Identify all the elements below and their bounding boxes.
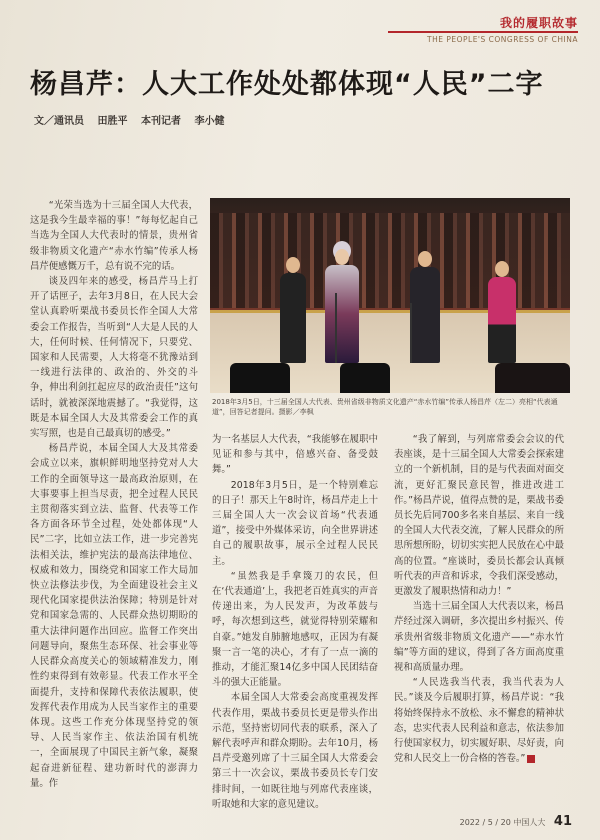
byline-author-1: 田胜平 <box>97 116 128 127</box>
paragraph: 谈及四年来的感受，杨昌芹马上打开了话匣子，去年3月8日，在人民大会堂认真聆听栗战书委员长作全国人大常委会工作报告，当听到“人大是人民的人大，任何时候、任何情况下，只要党、国家和人民需要，人大将毫不犹豫站到一线进行法律的、政治的、外交的斗争，伸出利剑扛起应尽的政治责任”这句话时，就被深深地震撼了。“我觉得，这既是本届全国人大及其常委会工作的真实写照，也是自己最真切的感受。” <box>30 276 198 440</box>
magazine-name: 中国人大 <box>513 818 546 827</box>
photo-microphone <box>335 293 337 363</box>
article-photo <box>210 198 570 393</box>
article-title: 杨昌芹：人大工作处处都体现“人民”二字 <box>30 69 544 100</box>
paragraph: 2018年3月5日，是一个特别难忘的日子！那天上午8时许，杨昌芹走上十三届全国人大一次会议首场“代表通道”，接受中外媒体采访，向全世界讲述自己的履职故事，展示全过程人民民主。 <box>212 479 378 567</box>
byline-role-2: 本刊记者 <box>140 116 181 127</box>
photo-person-featured <box>325 265 359 363</box>
paragraph: “我了解到，与列席常委会会议的代表座谈，是十三届全国人大常委会探索建立的一个新机制，目的是与代表面对面交流，更好汇聚民意民智，推进改进工作。”杨昌芹说，值得点赞的是，栗战书委员长先后同700多名来自基层、来自一线的全国人大代表交流，了解人民群众的所思所想所盼，切切实实把人民放在心中最高的位置。“座谈时，委员长都会认真倾听代表的声音和诉求，令我们深受感动，更激发了履职热情和动力！” <box>394 434 564 598</box>
byline <box>34 112 234 127</box>
issue-date: 2022 / 5 / 20 <box>459 818 511 827</box>
paragraph: 当选十三届全国人大代表以来，杨昌芹经过深入调研，多次提出乡村振兴、传承贵州省级非物质文化遗产——“赤水竹编”等方面的建议，得到了各方面高度重视和高质量办理。 <box>394 601 564 674</box>
photo-person <box>280 273 306 363</box>
byline-prefix: 文／通讯员 <box>34 116 84 127</box>
photo-caption: 2018年3月5日，十三届全国人大代表、贵州省级非物质文化遗产“赤水竹编”传承人杨昌芹（左二）亮相“代表通道”，回答记者提问。摄影／李枫 <box>212 398 558 416</box>
text-column-1 <box>30 198 198 791</box>
photo-camera <box>340 363 390 393</box>
paragraph: “虽然我是手拿篾刀的农民，但在‘代表通道’上，我把老百姓真实的声音传递出来，为人民发声，为改革鼓与呼，每次想到这些，就觉得特别荣耀和自豪。”她发自肺腑地感叹，正因为有凝聚一言一笔的决心，才有了一点一滴的推动，才能汇聚14亿多中国人民团结奋斗的强大正能量。 <box>212 570 378 689</box>
text-column-2 <box>212 432 378 812</box>
paragraph: 本届全国人大常委会高度重视发挥代表作用，栗战书委员长更是带头作出示范，坚持密切同代表的联系，深入了解代表呼声和群众期盼。去年10月，杨昌芹受邀列席了十三届全国人大常委会第三十一次会议，栗战书委员长专门安排时间，一如既往地与列席代表座谈，听取她和大家的意见建议。 <box>212 692 378 810</box>
byline-author-2: 李小健 <box>194 116 225 127</box>
text-column-3 <box>394 432 564 766</box>
paragraph: “光荣当选为十三届全国人大代表，这是我今生最幸福的事！”每每忆起自己当选为全国人大代表时的情景，贵州省级非物质文化遗产“赤水竹编”传承人杨昌芹便感慨万千，总有说不完的话。 <box>30 200 198 272</box>
section-tag <box>388 14 578 48</box>
photo-person <box>488 277 516 363</box>
paragraph: 为一名基层人大代表，“我能够在履职中见证和参与其中，倍感兴奋、备受鼓舞。” <box>212 434 378 476</box>
paragraph: 杨昌芹说，本届全国人大及其常委会成立以来，旗帜鲜明地坚持党对人大工作的全面领导这一最高政治原则，在大事要事上担当尽责，把全过程人民民主贯彻落实到立法、监督、代表等工作各方面各环节全过程，处处都体现“人民”二字，比如立法工作，进一步完善宪法相关法，维护宪法的最高法律地位、权威和效力，围绕党和国家工作大局加快立法修法步伐，为全面建设社会主义现代化国家提供法治保障；特别是针对党和国家急需的、人民群众热切期盼的重大法律问题作出回应。监督工作突出问题导向，聚焦生态环保、社会事业等人民群众高度关心的领域精准发力，刚性约束得到有效彰显。代表工作水平全面提升，支持和保障代表依法履职，使发挥代表作用成为人民当家作主的重要体现。这些工作充分体现坚持党的领导、人民当家作主、依法治国有机统一，全面展现了中国民主新气象，凝聚起奋进新征程、建功新时代的澎湃力量。作 <box>30 443 198 789</box>
section-rule <box>388 31 578 33</box>
paragraph-final <box>394 675 564 766</box>
section-subtitle: THE PEOPLE'S CONGRESS OF CHINA <box>426 35 578 44</box>
page-number: 41 <box>553 814 572 829</box>
paragraph-final-text: “人民选我当代表，我当代表为人民。”谈及今后履职打算，杨昌芹说：“我将始终保持永不放松、永不懈怠的精神状态，忠实代表人民利益和意志，依法参加行使国家权力，切实履好职、尽好责，向党和人民交上一份合格的答卷。” <box>394 677 564 765</box>
photo-camera <box>495 363 570 393</box>
photo-microphone <box>410 303 412 363</box>
end-mark-icon <box>527 755 535 763</box>
photo-camera <box>230 363 290 393</box>
photo-person <box>410 267 440 363</box>
photo-crowd <box>210 213 570 308</box>
section-title: 我的履职故事 <box>499 16 578 30</box>
page-footer <box>460 814 572 829</box>
